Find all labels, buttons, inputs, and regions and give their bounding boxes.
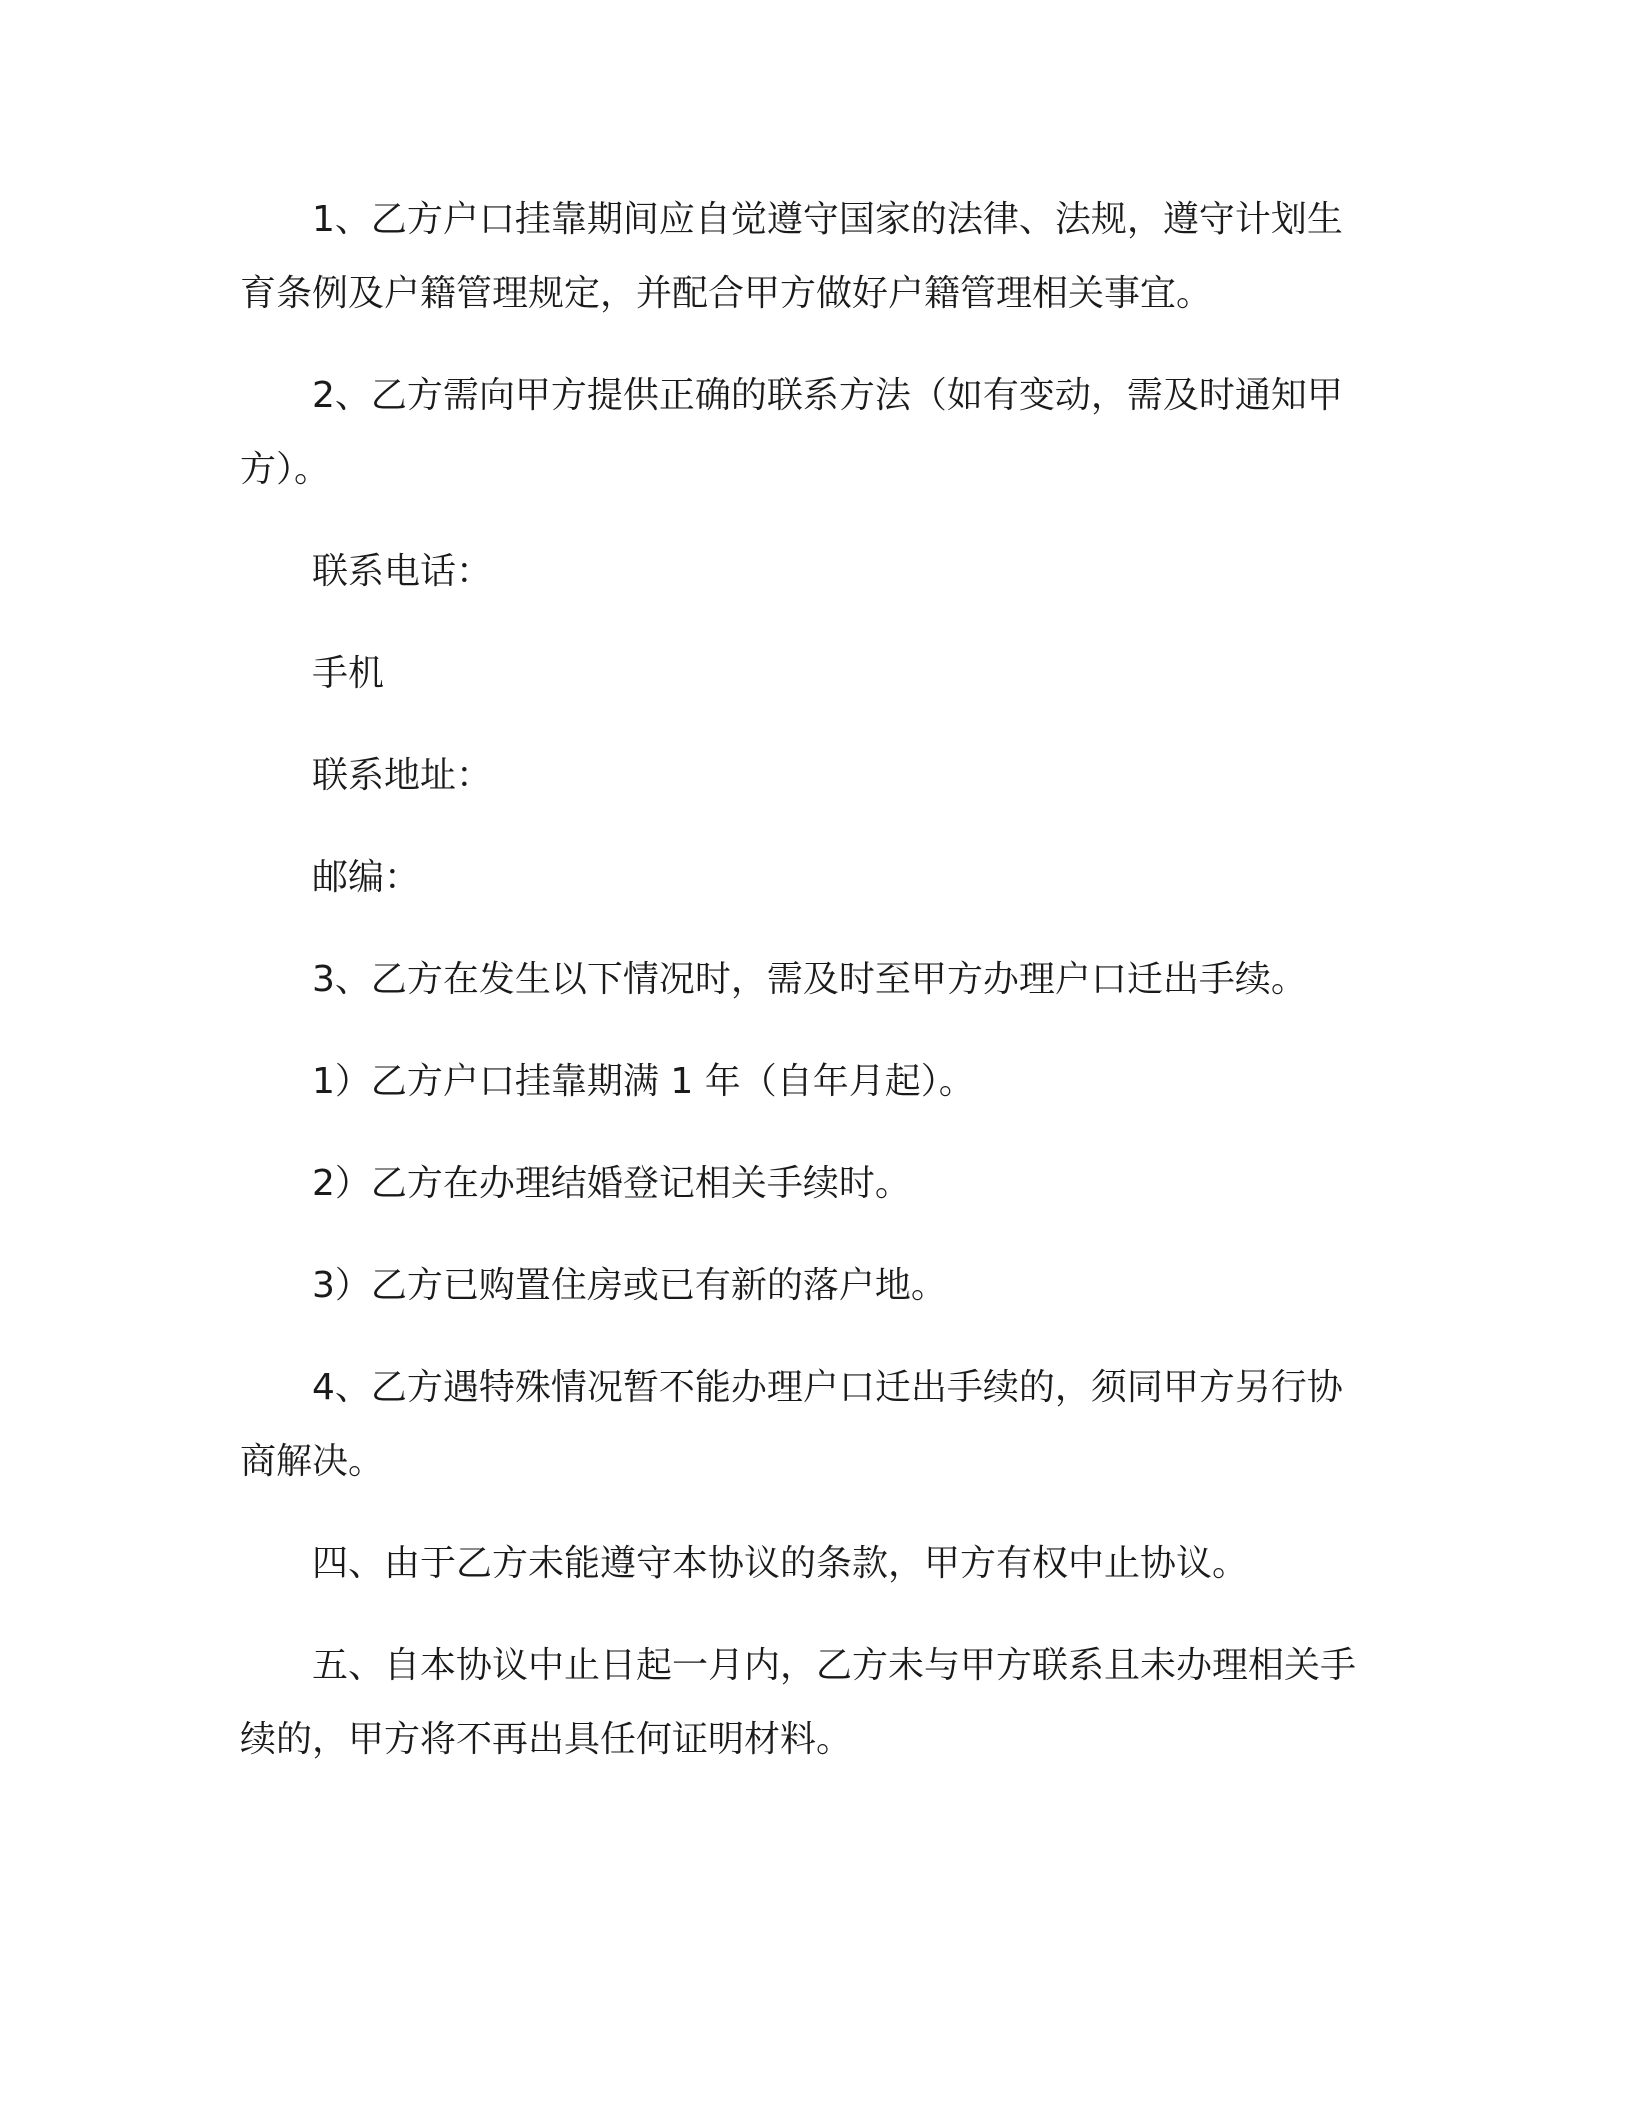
section-five: 五、自本协议中止日起一月内，乙方未与甲方联系且未办理相关手续的，甲方将不再出具任何证明材料。 bbox=[240, 1645, 1357, 1760]
postcode-label: 邮编： bbox=[312, 857, 421, 898]
paragraph-clause-2: 2、乙方需向甲方提供正确的联系方法（如有变动，需及时通知甲方）。 bbox=[240, 375, 1343, 490]
sub-item-2: 2）乙方在办理结婚登记相关手续时。 bbox=[312, 1163, 911, 1204]
paragraph-clause-3: 3、乙方在发生以下情况时，需及时至甲方办理户口迁出手续。 bbox=[312, 959, 1307, 1000]
contact-address-label: 联系地址： bbox=[312, 755, 493, 796]
sub-item-3: 3）乙方已购置住房或已有新的落户地。 bbox=[312, 1265, 947, 1306]
contact-phone-label: 联系电话： bbox=[312, 551, 493, 592]
document-body bbox=[240, 183, 1372, 1805]
paragraph-clause-4: 4、乙方遇特殊情况暂不能办理户口迁出手续的，须同甲方另行协商解决。 bbox=[240, 1367, 1343, 1482]
mobile-label: 手机 bbox=[312, 653, 385, 694]
paragraph-clause-1: 1、乙方户口挂靠期间应自觉遵守国家的法律、法规，遵守计划生育条例及户籍管理规定，并配合甲方做好户籍管理相关事宜。 bbox=[240, 199, 1343, 314]
sub-item-1: 1）乙方户口挂靠期满 1 年（自年月起）。 bbox=[312, 1061, 975, 1102]
section-four: 四、由于乙方未能遵守本协议的条款，甲方有权中止协议。 bbox=[312, 1543, 1249, 1584]
